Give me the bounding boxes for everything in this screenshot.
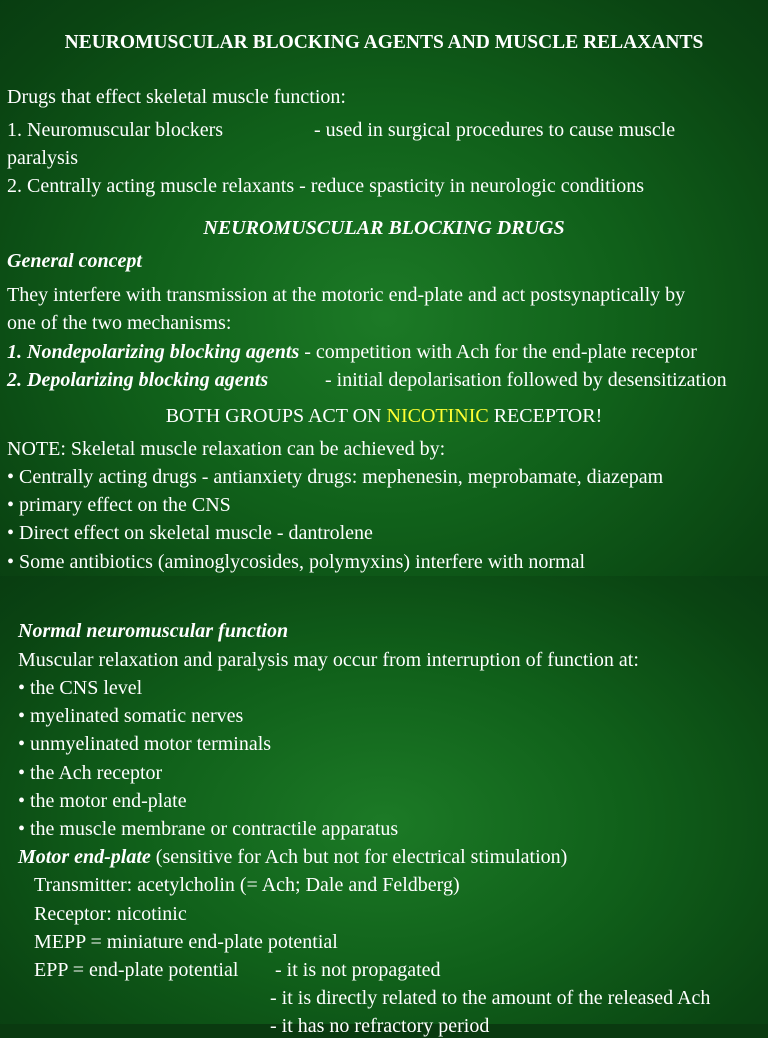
function-bullet: • the Ach receptor (18, 762, 163, 784)
intro-text: Drugs that effect skeletal muscle function: (7, 86, 346, 108)
both-groups-statement (0, 404, 768, 428)
nicotinic-highlight: NICOTINIC (386, 405, 489, 427)
section-subheading: NEUROMUSCULAR BLOCKING DRUGS (203, 217, 565, 239)
item-1-continuation: paralysis (7, 147, 79, 169)
epp-description-3: - it has no refractory period (270, 1015, 490, 1037)
motor-end-plate-description: (sensitive for Ach but not for electrical stimulation) (150, 846, 568, 868)
concept-line-1: They interfere with transmission at the motoric end-plate and act postsynaptically by (7, 284, 686, 306)
function-bullet: • the motor end-plate (18, 790, 187, 812)
function-bullet: • the muscle membrane or contractile apparatus (18, 818, 399, 840)
motor-end-plate-label: Motor end-plate (18, 846, 151, 868)
mechanism-2-name: 2. Depolarizing blocking agents (7, 369, 269, 391)
slide-2-heading: Normal neuromuscular function (18, 620, 289, 642)
note-bullet-3: • Direct effect on skeletal muscle - dantrolene (7, 522, 373, 544)
function-bullet: • myelinated somatic nerves (18, 705, 244, 727)
epp-name: EPP = end-plate potential (34, 959, 239, 981)
mepp-line: MEPP = miniature end-plate potential (34, 931, 338, 953)
note-bullet-1: • Centrally acting drugs - antianxiety drugs: mephenesin, meprobamate, diazepam (7, 466, 664, 488)
receptor-line: Receptor: nicotinic (34, 903, 187, 925)
note-bullet-2: • primary effect on the CNS (7, 494, 231, 516)
epp-description-2: - it is directly related to the amount of the released Ach (270, 987, 711, 1009)
function-bullet: • unmyelinated motor terminals (18, 733, 272, 755)
mechanism-2-description: - initial depolarisation followed by desensitization (325, 369, 727, 391)
mechanism-1-description: - competition with Ach for the end-plate receptor (299, 341, 697, 363)
slide-2-intro: Muscular relaxation and paralysis may occur from interruption of function at: (18, 649, 639, 671)
both-groups-prefix: BOTH GROUPS ACT ON (165, 405, 387, 427)
item-2: 2. Centrally acting muscle relaxants - reduce spasticity in neurologic conditions (7, 175, 645, 197)
motor-end-plate-line (18, 845, 567, 869)
general-concept-heading: General concept (7, 250, 142, 272)
concept-line-2: one of the two mechanisms: (7, 312, 232, 334)
slide-title: NEUROMUSCULAR BLOCKING AGENTS AND MUSCLE RELAXANTS (64, 32, 704, 53)
mechanism-1 (7, 340, 697, 364)
function-bullet: • the CNS level (18, 677, 143, 699)
mechanism-1-name: 1. Nondepolarizing blocking agents (7, 341, 300, 363)
transmitter-line: Transmitter: acetylcholin (= Ach; Dale and Feldberg) (34, 874, 460, 896)
note-bullet-4: • Some antibiotics (aminoglycosides, polymyxins) interfere with normal (7, 551, 586, 573)
item-1-description: - used in surgical procedures to cause muscle (314, 119, 676, 141)
both-groups-suffix: RECEPTOR! (488, 405, 603, 427)
slide-normal-neuromuscular-function (0, 576, 768, 1037)
item-1-name: 1. Neuromuscular blockers (7, 119, 224, 141)
epp-description-1: - it is not propagated (275, 959, 441, 981)
note-text: NOTE: Skeletal muscle relaxation can be achieved by: (7, 438, 446, 460)
